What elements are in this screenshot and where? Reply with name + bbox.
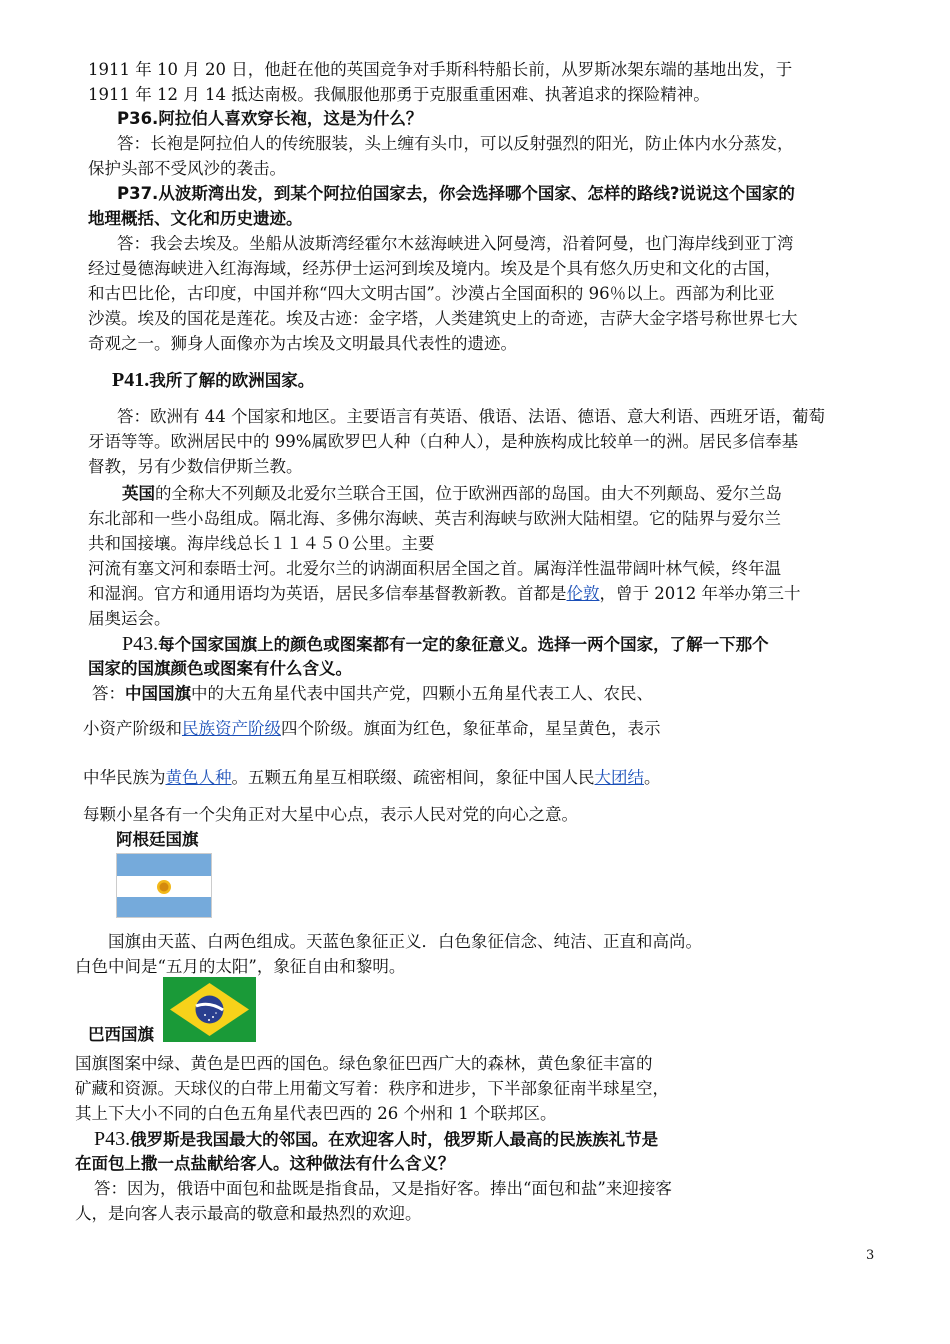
national-bourgeoisie-link[interactable]: 民族资产阶级 [182, 719, 281, 738]
answer-line: 共和国接壤。海岸线总长１１４５０公里。主要 [88, 534, 435, 553]
text-span: 和湿润。官方和通用语均为英语，居民多信奉基督教新教。首都是 [88, 584, 567, 603]
question-title: P37.从波斯湾出发，到某个阿拉伯国家去，你会选择哪个国家、怎样的路线?说说这个国家的 [117, 184, 795, 203]
answer-line: 牙语等等。欧洲居民中的 99%属欧罗巴人种（白种人），是种族构成比较单一的洲。居民多信奉基 [88, 432, 799, 451]
answer-line: 白色中间是“五月的太阳”，象征自由和黎明。 [75, 957, 406, 976]
answer-line [88, 582, 800, 606]
country-flag-name: 中国国旗 [125, 684, 191, 703]
answer-line [122, 482, 782, 506]
sun-of-may-icon [117, 876, 211, 898]
answer-line: 经过曼德海峡进入红海海域，经苏伊士运河到埃及境内。埃及是个具有悠久历史和文化的古国， [88, 259, 781, 278]
question-title: 地理概括、文化和历史遗迹。 [88, 209, 303, 228]
section-heading [122, 632, 769, 657]
text-span: 。五颗五角星互相联缀、疏密相间，象征中国人民 [231, 768, 595, 787]
london-link[interactable]: 伦敦 [566, 584, 600, 603]
answer-line: 每颗小星各有一个尖角正对大星中心点，表示人民对党的向心之意。 [83, 805, 578, 824]
section-heading [94, 1127, 658, 1152]
answer-line: 国旗图案中绿、黄色是巴西的国色。绿色象征巴西广大的森林，黄色象征丰富的 [75, 1054, 653, 1073]
text-span: 。 [644, 768, 661, 787]
answer-line: 人，是向客人表示最高的敬意和最热烈的欢迎。 [75, 1204, 422, 1223]
answer-line: 国旗由天蓝、白两色组成。天蓝色象征正义．白色象征信念、纯洁、正直和高尚。 [108, 932, 702, 951]
question-number: P41. [112, 369, 150, 391]
country-name: 英国 [122, 484, 155, 503]
flag-title-brazil: 巴西国旗 [88, 1025, 154, 1044]
answer-line: 答：我会去埃及。坐船从波斯湾经霍尔木兹海峡进入阿曼湾，沿着阿曼，也门海岸线到亚丁湾 [117, 234, 794, 253]
answer-line [92, 682, 653, 706]
section-heading [112, 368, 314, 393]
brazil-flag-image [163, 977, 256, 1042]
answer-line: 保护头部不受风沙的袭击。 [88, 159, 286, 178]
question-title: 我所了解的欧洲国家。 [149, 371, 315, 390]
answer-line: 矿藏和资源。天球仪的白带上用葡文写着：秩序和进步，下半部象征南半球星空， [75, 1079, 669, 1098]
page-number: 3 [866, 1248, 875, 1263]
question-title: 每个国家国旗上的颜色或图案都有一定的象征意义。选择一两个国家，了解一下那个 [158, 635, 769, 654]
question-title: 俄罗斯是我国最大的邻国。在欢迎客人时，俄罗斯人最高的民族族礼节是 [130, 1130, 659, 1149]
question-title: 国家的国旗颜色或图案有什么含义。 [88, 659, 352, 678]
answer-line: 届奥运会。 [88, 609, 171, 628]
answer-line: 和古巴比伦，古印度，中国并称“四大文明古国”。沙漠占全国面积的 96％以上。西部为利比亚 [88, 284, 775, 303]
great-unity-link[interactable]: 大团结 [594, 768, 644, 787]
text-line: 1911 年 12 月 14 抵达南极。我佩服他那勇于克服重重困难、执著追求的探险精神。 [88, 85, 710, 104]
question-title: P36.阿拉伯人喜欢穿长袍，这是为什么？ [117, 109, 423, 128]
yellow-race-link[interactable]: 黄色人种 [165, 768, 232, 787]
answer-line: 答：欧洲有 44 个国家和地区。主要语言有英语、俄语、法语、德语、意大利语、西班牙语，葡萄 [117, 407, 825, 426]
text-span: ，曾于 2012 年举办第三十 [599, 584, 801, 603]
answer-line: 沙漠。埃及的国花是莲花。埃及古迹：金字塔，人类建筑史上的奇迹，吉萨大金字塔号称世界七大 [88, 309, 798, 328]
text-line: 1911 年 10 月 20 日，他赶在他的英国竞争对手斯科特船长前，从罗斯冰架东端的基地出发，于 [88, 60, 793, 79]
text-span: 中的大五角星代表中国共产党，四颗小五角星代表工人、农民、 [191, 684, 653, 703]
argentina-flag-image [116, 853, 212, 918]
flag-title-argentina: 阿根廷国旗 [116, 830, 199, 849]
answer-line: 督教，另有少数信伊斯兰教。 [88, 457, 303, 476]
text-span: 答： [92, 684, 125, 703]
answer-line: 东北部和一些小岛组成。隔北海、多佛尔海峡、英吉利海峡与欧洲大陆相望。它的陆界与爱尔兰 [88, 509, 781, 528]
answer-line: 答：因为，俄语中面包和盐既是指食品，又是指好客。捧出“面包和盐”来迎接客 [94, 1179, 672, 1198]
brazil-flag-icon [163, 977, 256, 1042]
answer-line: 其上下大小不同的白色五角星代表巴西的 26 个州和 1 个联邦区。 [75, 1104, 557, 1123]
answer-line: 答：长袍是阿拉伯人的传统服装，头上缠有头巾，可以反射强烈的阳光，防止体内水分蒸发， [117, 134, 794, 153]
answer-line [83, 717, 661, 741]
text-span: 的全称大不列颠及北爱尔兰联合王国，位于欧洲西部的岛国。由大不列颠岛、爱尔兰岛 [155, 484, 782, 503]
text-span: 中华民族为 [83, 768, 166, 787]
text-span: 四个阶级。旗面为红色，象征革命，星呈黄色，表示 [281, 719, 661, 738]
answer-line: 河流有塞文河和泰晤士河。北爱尔兰的讷湖面积居全国之首。属海洋性温带阔叶林气候，终年温 [88, 559, 781, 578]
question-title: 在面包上撒一点盐献给客人。这种做法有什么含义？ [75, 1154, 455, 1173]
answer-line: 奇观之一。狮身人面像亦为古埃及文明最具代表性的遗迹。 [88, 334, 517, 353]
text-span: 小资产阶级和 [83, 719, 182, 738]
question-number: P43. [122, 633, 159, 655]
answer-line [83, 766, 661, 790]
question-number: P43. [94, 1128, 131, 1150]
